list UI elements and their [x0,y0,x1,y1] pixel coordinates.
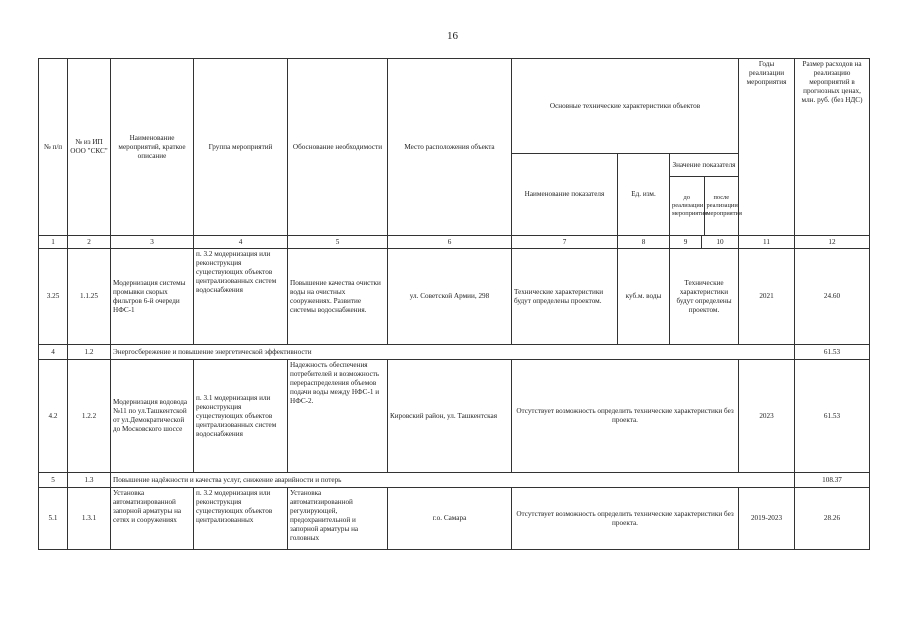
header-years: Годы реализации мероприятия [739,59,795,236]
col-number: 8 [618,236,670,249]
row-location: Кировский район, ул. Ташкентская [388,360,512,473]
row-num: 4.2 [39,360,68,473]
header-num: № п/п [39,59,68,236]
row-years: 2021 [739,249,795,345]
section-row [39,345,870,360]
header-value-group [670,154,742,236]
header-reason: Обоснование необходимости [288,59,388,236]
section-title: Энергосбережение и повышение энергетической эффективности [111,345,795,360]
col-number: 12 [795,236,870,249]
row-tech: Отсутствует возможность определить технические характеристики без проекта. [512,488,739,550]
row-indicator: Технические характеристики будут определены проектом. [512,249,618,345]
row-years: 2023 [739,360,795,473]
column-numbers-row [39,236,870,249]
col-number: 4 [194,236,288,249]
row-location: ул. Советской Армии, 298 [388,249,512,345]
page-number: 16 [447,30,458,42]
header-indicator-name: Наименование показателя [512,154,618,236]
row-cost: 24.60 [795,249,870,345]
row-name: Установка автоматизированной запорной арматуры на сетях и сооружениях [111,488,194,550]
header-after: после реализации мероприятия [706,193,742,217]
header-location: Место расположения объекта [388,59,512,236]
table-row [39,360,870,473]
header-before: до реализации мероприятия [670,177,704,235]
investment-program-table [38,58,870,550]
row-unit: куб.м. воды [618,249,670,345]
header-unit: Ед. изм. [618,154,670,236]
header-row-1 [39,59,870,154]
header-ip-num: № из ИП ООО "СКС" [68,59,111,236]
header-name: Наименование мероприятий, краткое описание [111,59,194,236]
row-value: Технические характеристики будут определены проектом. [670,249,739,345]
row-ip-num: 1.3.1 [68,488,111,550]
row-tech: Отсутствует возможность определить технические характеристики без проекта. [512,360,739,473]
row-ip-num: 1.2.2 [68,360,111,473]
row-name: Модернизация системы промывки скорых фильтров 6-й очереди НФС-1 [111,249,194,345]
section-ip-num: 1.2 [68,345,111,360]
header-value: Значение показателя [670,155,738,177]
section-ip-num: 1.3 [68,473,111,488]
row-location: г.о. Самара [388,488,512,550]
row-ip-num: 1.1.25 [68,249,111,345]
section-title: Повышение надёжности и качества услуг, снижение аварийности и потерь [111,473,795,488]
col-number: 7 [512,236,618,249]
col-number: 1 [39,236,68,249]
row-reason: Повышение качества очистки воды на очистных сооружениях. Развитие системы водоснабжения. [288,249,388,345]
col-number: 9 [670,236,702,249]
section-num: 4 [39,345,68,360]
row-reason: Установка автоматизированной регулирующей, предохранительной и запорной арматуры на головных [288,488,388,550]
row-group: п. 3.1 модернизация или реконструкция существующих объектов централизованных систем водоснабжения [194,360,288,473]
header-costs: Размер расходов на реализацию мероприятий в прогнозных ценах, млн. руб. (без НДС) [795,59,870,236]
col-number: 3 [111,236,194,249]
table-row [39,488,870,550]
row-num: 5.1 [39,488,68,550]
row-group: п. 3.2 модернизация или реконструкция существующих объектов централизованных [194,488,288,550]
row-reason: Надежность обеспечения потребителей и возможность перераспределения объемов подачи воды между НФС-1 и НФС-2. [288,360,388,473]
section-cost: 61.53 [795,345,870,360]
section-cost: 108.37 [795,473,870,488]
row-cost: 61.53 [795,360,870,473]
col-number: 6 [388,236,512,249]
header-group: Группа мероприятий [194,59,288,236]
col-number: 5 [288,236,388,249]
section-row [39,473,870,488]
row-years: 2019-2023 [739,488,795,550]
row-name: Модернизация водовода №11 по ул.Ташкентской от ул.Демократической до Московского шоссе [111,360,194,473]
row-group: п. 3.2 модернизация или реконструкция существующих объектов централизованных систем водоснабжения [194,249,288,345]
col-number: 2 [68,236,111,249]
col-number: 10 [702,236,739,249]
header-tech-main: Основные технические характеристики объектов [512,59,739,154]
section-num: 5 [39,473,68,488]
table-row [39,249,870,345]
col-number: 11 [739,236,795,249]
row-num: 3.25 [39,249,68,345]
row-cost: 28.26 [795,488,870,550]
